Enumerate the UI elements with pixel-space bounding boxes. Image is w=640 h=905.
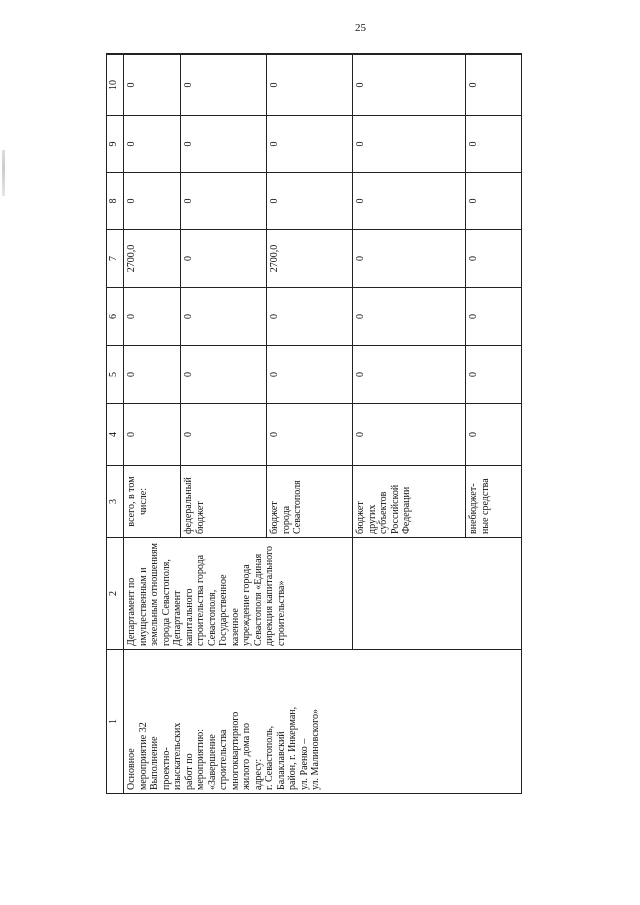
value-cell: 2700,0 — [267, 230, 353, 288]
value-cell: 0 — [353, 116, 466, 173]
value-cell: 0 — [267, 288, 353, 346]
value-cell: 0 — [181, 116, 267, 173]
value-cell: 0 — [353, 55, 466, 116]
value-cell: 0 — [466, 288, 522, 346]
value-cell — [124, 54, 181, 55]
value-cell: 0 — [267, 173, 353, 230]
value-cell: 0 — [466, 55, 522, 116]
value-cell: 0 — [353, 288, 466, 346]
header-row — [107, 54, 124, 794]
source-cell: федеральный бюджет — [181, 466, 267, 538]
value-cell: 0 — [181, 404, 267, 466]
source-cell: всего, в том числе: — [124, 466, 181, 538]
value-cell: 0 — [267, 116, 353, 173]
value-cell: 2700,0 — [124, 230, 181, 288]
value-cell: 0 — [124, 116, 181, 173]
value-cell: 0 — [466, 173, 522, 230]
rotated-table-wrapper — [106, 54, 518, 794]
header-cell: 2 — [107, 538, 124, 650]
value-cell: 0 — [124, 346, 181, 404]
value-cell: 0 — [124, 55, 181, 116]
value-cell: 0 — [181, 55, 267, 116]
value-cell — [353, 54, 466, 55]
header-cell: 5 — [107, 346, 124, 404]
value-cell: 0 — [181, 346, 267, 404]
value-cell: 0 — [353, 173, 466, 230]
value-cell: 0 — [466, 230, 522, 288]
header-cell — [107, 54, 124, 55]
funding-table — [106, 53, 522, 794]
value-cell: 0 — [181, 230, 267, 288]
source-cell: бюджет города Севастополя — [267, 466, 353, 538]
header-cell: 6 — [107, 288, 124, 346]
header-cell: 8 — [107, 173, 124, 230]
value-cell: 0 — [353, 346, 466, 404]
value-cell — [267, 54, 353, 55]
value-cell: 0 — [267, 404, 353, 466]
value-cell: 0 — [181, 173, 267, 230]
source-cell: внебюджет- ные средства — [466, 466, 522, 538]
value-cell: 0 — [124, 288, 181, 346]
executor-empty-cell — [353, 538, 522, 650]
page-number: 25 — [355, 22, 366, 34]
source-cell: бюджет других субъектов Российской Федерации — [353, 466, 466, 538]
header-cell: 10 — [107, 55, 124, 116]
value-cell: 0 — [267, 346, 353, 404]
value-cell: 0 — [353, 404, 466, 466]
value-cell: 0 — [267, 55, 353, 116]
value-cell: 0 — [124, 404, 181, 466]
executor-description: Департамент по имущественным и земельным отношениям города Севастополя, Департамент капитального строительства города Севастополя, Государственное казенное учреждение города Севастополя «Единая дирекция капитального строительства» — [124, 538, 353, 650]
value-cell: 0 — [466, 116, 522, 173]
value-cell — [181, 54, 267, 55]
value-cell: 0 — [181, 288, 267, 346]
value-cell: 0 — [466, 346, 522, 404]
header-cell: 3 — [107, 466, 124, 538]
header-cell: 1 — [107, 650, 124, 794]
table-row — [124, 54, 181, 794]
header-cell: 7 — [107, 230, 124, 288]
header-cell: 9 — [107, 116, 124, 173]
event-description: Основное мероприятие 32 Выполнение проектно- изыскательских работ по мероприятию: «Завершение строительства многоквартирного жилого дома по адресу: г. Севастополь, Балаклавский район, г. Инкерман, ул. Раенко – ул. Малиновского» — [124, 650, 522, 794]
value-cell: 0 — [466, 404, 522, 466]
value-cell: 0 — [353, 230, 466, 288]
value-cell: 0 — [124, 173, 181, 230]
header-cell: 4 — [107, 404, 124, 466]
value-cell — [466, 54, 522, 55]
